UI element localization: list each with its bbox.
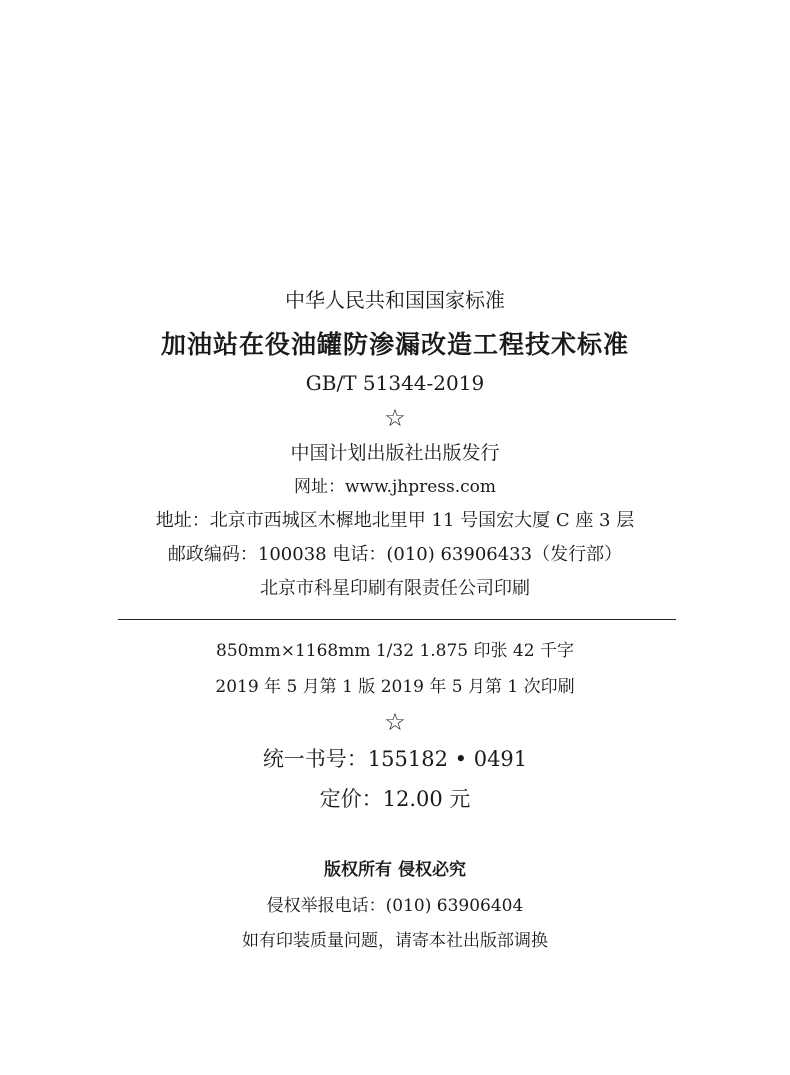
edition-info: 2019 年 5 月第 1 版 2019 年 5 月第 1 次印刷 — [215, 677, 575, 697]
star-separator-icon: ☆ — [384, 708, 406, 736]
publisher-name: 中国计划出版社出版发行 — [290, 442, 500, 464]
publisher-address: 地址：北京市西城区木樨地北里甲 11 号国宏大厦 C 座 3 层 — [155, 510, 635, 531]
book-number: 统一书号：155182 • 0491 — [262, 747, 528, 771]
book-format: 850mm×1168mm 1/32 1.875 印张 42 千字 — [216, 641, 574, 661]
book-price: 定价：12.00 元 — [319, 787, 471, 811]
piracy-report-phone: 侵权举报电话：(010) 63906404 — [266, 896, 524, 916]
publisher-website: 网址：www.jhpress.com — [293, 477, 497, 497]
divider — [118, 619, 676, 620]
publisher-postal-phone: 邮政编码：100038 电话：(010) 63906433（发行部） — [167, 544, 623, 565]
printer-name: 北京市科星印刷有限责任公司印刷 — [260, 578, 530, 599]
star-separator-icon: ☆ — [384, 404, 406, 432]
copyright-notice: 版权所有 侵权必究 — [324, 860, 466, 880]
standard-title: 加油站在役油罐防渗漏改造工程技术标准 — [160, 330, 629, 359]
quality-note: 如有印装质量问题，请寄本社出版部调换 — [242, 931, 548, 951]
standard-code: GB/T 51344-2019 — [305, 371, 485, 395]
standard-series: 中华人民共和国国家标准 — [285, 288, 505, 312]
